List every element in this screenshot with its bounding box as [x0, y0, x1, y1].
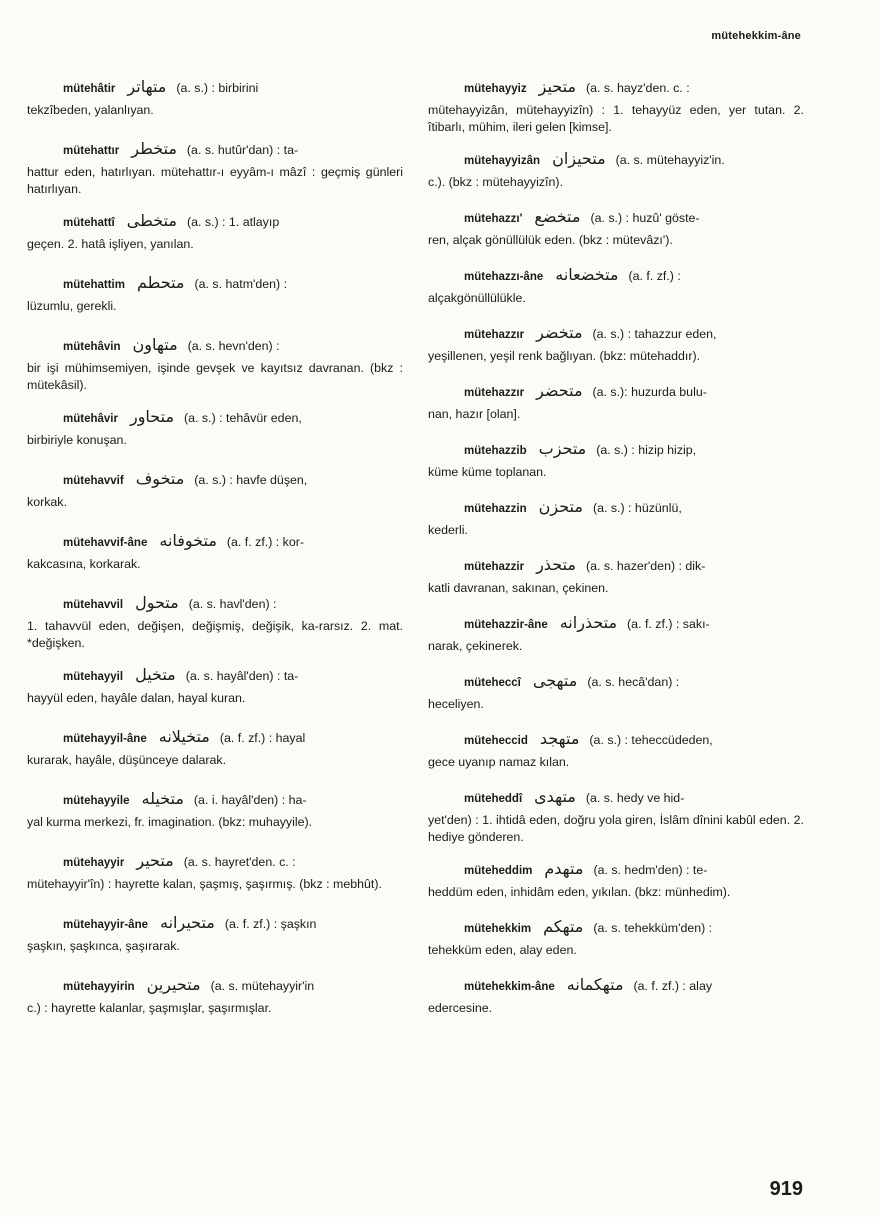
definition-text: mütehayyizân, mütehayyizîn) : 1. tehayyüz eden, yer tutan. 2. îtibarlı, mühim, ileri gelen [kimse].	[428, 103, 804, 134]
definition-text: mütehayyir'în) : hayrette kalan, şaşmış, şaşırmış. (bkz : mebhût).	[27, 877, 382, 891]
headword: mütehayyil-âne	[63, 733, 147, 745]
arabic-script: متهكمانه	[566, 975, 624, 994]
entry-headline	[428, 266, 804, 286]
entry-headline	[428, 324, 804, 344]
definition-start: (a. s.) : hizip hizip,	[596, 443, 697, 457]
arabic-script: متخيل	[135, 665, 176, 684]
headword: mütehazzir	[464, 561, 525, 573]
entry-headline	[428, 672, 804, 692]
definition-text: kakcasına, korkarak.	[27, 557, 141, 571]
dictionary-entry	[27, 852, 403, 900]
dictionary-entry	[27, 790, 403, 838]
definition-text: 1. tahavvül eden, değişen, değişmiş, değişik, ka-rarsız. 2. mat. *değişken.	[27, 619, 403, 650]
entry-headline	[428, 208, 804, 228]
entry-headline	[428, 498, 804, 518]
dictionary-entry	[428, 788, 804, 846]
entry-headline	[428, 730, 804, 750]
dictionary-entry	[27, 336, 403, 394]
dictionary-entry	[27, 594, 403, 652]
entry-headline	[27, 140, 403, 160]
definition-start: (a. s. hayret'den. c. :	[183, 855, 296, 869]
entry-headline	[428, 150, 804, 170]
definition-text: bir işi mühimsemiyen, işinde gevşek ve kayıtsız davranan. (bkz : mütekâsil).	[27, 361, 403, 392]
definition-start: (a. s. tehekküm'den) :	[593, 921, 713, 935]
definition-text: hayyül eden, hayâle dalan, hayal kuran.	[27, 691, 246, 705]
dictionary-entry	[27, 140, 403, 198]
dictionary-entry	[428, 556, 804, 600]
entry-headline	[428, 860, 804, 880]
dictionary-entry	[27, 78, 403, 126]
headword: mütehazzir-âne	[464, 619, 548, 631]
entry-headline	[27, 914, 403, 934]
definition-text: yet'den) : 1. ihtidâ eden, doğru yola giren, İslâm dînini kabûl eden. 2. hediye gönderen.	[428, 813, 804, 844]
definition-start: (a. s.) : hüzünlü,	[592, 501, 682, 515]
definition-text: tehekküm eden, alay eden.	[428, 943, 577, 957]
arabic-script: متحزن	[538, 497, 583, 516]
definition-start: (a. f. zf.) :	[628, 269, 681, 283]
headword: mütehazzır	[464, 387, 525, 399]
entry-headline	[27, 78, 403, 98]
headword: mütehattim	[63, 279, 125, 291]
headword: mütehayyil	[63, 671, 124, 683]
definition-start: (a. s. hecâ'dan) :	[587, 675, 680, 689]
arabic-script: متخطى	[126, 211, 177, 230]
entry-headline	[27, 852, 403, 872]
entry-headline	[27, 728, 403, 748]
arabic-script: متحذرانه	[559, 613, 618, 632]
headword: mütehayyizân	[464, 155, 541, 167]
definition-start: (a. f. zf.) : kor-	[226, 535, 305, 549]
page-number: 919	[769, 1178, 803, 1200]
definition-text: narak, çekinerek.	[428, 639, 523, 653]
definition-start: (a. s. mütehayyir'in	[210, 979, 315, 993]
right-column	[428, 78, 804, 1034]
headword: müteheddim	[464, 865, 533, 877]
definition-start: (a. f. zf.) : sakı-	[627, 617, 710, 631]
arabic-script: متخيله	[141, 789, 184, 808]
entry-headline	[428, 556, 804, 576]
dictionary-entry	[27, 728, 403, 776]
definition-start: (a. s.) : havfe düşen,	[194, 473, 308, 487]
headword: mütehattır	[63, 145, 120, 157]
entry-headline	[27, 336, 403, 356]
arabic-script: متحطم	[136, 273, 185, 292]
dictionary-entry	[428, 266, 804, 310]
entry-headline	[27, 532, 403, 552]
headword: mütehazzib	[464, 445, 527, 457]
definition-text: katli davranan, sakınan, çekinen.	[428, 581, 609, 595]
definition-text: nan, hazır [olan].	[428, 407, 521, 421]
definition-text: tekzîbeden, yalanlıyan.	[27, 103, 154, 117]
dictionary-entry	[27, 212, 403, 260]
headword: mütehazzı-âne	[464, 271, 544, 283]
definition-start: (a. s. hedy ve hid-	[585, 791, 685, 805]
dictionary-entry	[27, 914, 403, 962]
headword: mütehayyile	[63, 795, 130, 807]
arabic-script: متخضع	[534, 207, 581, 226]
dictionary-entry	[428, 672, 804, 716]
entry-headline	[27, 274, 403, 294]
headword: müteheccid	[464, 735, 528, 747]
definition-start: (a. s. hedm'den) : te-	[593, 863, 708, 877]
arabic-script: متهاتر	[127, 77, 167, 96]
definition-text: ren, alçak gönüllülük eden. (bkz : mütevâzı').	[428, 233, 673, 247]
definition-text: hattur eden, hatırlıyan. mütehattır-ı eyyâm-ı mâzî : geçmiş günleri hatırlıyan.	[27, 165, 403, 196]
arabic-script: متخيلانه	[158, 727, 210, 746]
headword: mütehâvir	[63, 413, 118, 425]
dictionary-entry	[428, 208, 804, 252]
headword: mütehazzır	[464, 329, 525, 341]
definition-text: yeşillenen, yeşil renk bağlıyan. (bkz: mütehaddır).	[428, 349, 701, 363]
arabic-script: متخوفانه	[159, 531, 217, 550]
dictionary-entry	[27, 470, 403, 518]
definition-text: korkak.	[27, 495, 67, 509]
dictionary-entry	[27, 976, 403, 1024]
dictionary-entry	[428, 860, 804, 904]
definition-text: küme küme toplanan.	[428, 465, 547, 479]
headword: mütehazzı'	[464, 213, 523, 225]
definition-start: (a. i. hayâl'den) : ha-	[193, 793, 307, 807]
entry-headline	[428, 78, 804, 98]
definition-text: c.) : hayrette kalanlar, şaşmışlar, şaşırmışlar.	[27, 1001, 272, 1015]
definition-start: (a. s. hayz'den. c. :	[586, 81, 690, 95]
entry-headline	[428, 788, 804, 808]
definition-start: (a. s. hevn'den) :	[187, 339, 280, 353]
definition-start: (a. s.) : teheccüdeden,	[589, 733, 713, 747]
entry-headline	[27, 212, 403, 232]
arabic-script: متحير	[136, 851, 174, 870]
headword: mütehâtir	[63, 83, 116, 95]
dictionary-entry	[428, 324, 804, 368]
headword: mütehâvin	[63, 341, 121, 353]
headword: mütehavvif-âne	[63, 537, 148, 549]
definition-text: kurarak, hayâle, düşünceye dalarak.	[27, 753, 227, 767]
left-column	[27, 78, 403, 1038]
arabic-script: متهجى	[532, 671, 578, 690]
running-head: mütehekkim-âne	[711, 30, 801, 42]
entry-headline	[27, 666, 403, 686]
arabic-script: متخضعانه	[555, 265, 619, 284]
arabic-script: متحزب	[538, 439, 587, 458]
arabic-script: متحيرين	[146, 975, 201, 994]
entry-headline	[428, 918, 804, 938]
arabic-script: متحيرانه	[160, 913, 215, 932]
dictionary-entry	[428, 976, 804, 1020]
dictionary-entry	[27, 532, 403, 580]
entry-headline	[27, 790, 403, 810]
definition-start: (a. s.) : tahazzur eden,	[592, 327, 717, 341]
dictionary-entry	[428, 78, 804, 136]
arabic-script: متهجد	[539, 729, 580, 748]
dictionary-entry	[428, 440, 804, 484]
headword: müteheccî	[464, 677, 521, 689]
dictionary-entry	[428, 150, 804, 194]
arabic-script: متهكم	[543, 917, 584, 936]
definition-start: (a. s. hatm'den) :	[194, 277, 288, 291]
entry-headline	[27, 470, 403, 490]
definition-text: birbiriyle konuşan.	[27, 433, 127, 447]
dictionary-entry	[27, 408, 403, 456]
arabic-script: متحضر	[536, 381, 583, 400]
definition-start: (a. s.) : huzû' göste-	[590, 211, 700, 225]
definition-text: geçen. 2. hatâ işliyen, yanılan.	[27, 237, 194, 251]
definition-start: (a. s. hutûr'dan) : ta-	[186, 143, 299, 157]
definition-start: (a. f. zf.) : alay	[633, 979, 713, 993]
dictionary-entry	[428, 382, 804, 426]
headword: mütehattî	[63, 217, 115, 229]
entry-headline	[428, 382, 804, 402]
headword: mütehayyir-âne	[63, 919, 149, 931]
definition-text: alçakgönüllülükle.	[428, 291, 526, 305]
definition-text: heceliyen.	[428, 697, 484, 711]
arabic-script: متحذر	[536, 555, 576, 574]
definition-text: edercesine.	[428, 1001, 493, 1015]
definition-start: (a. s. mütehayyiz'in.	[615, 153, 725, 167]
definition-start: (a. s.) : 1. atlayıp	[186, 215, 280, 229]
arabic-script: متهاون	[132, 335, 178, 354]
headword: mütehayyirin	[63, 981, 135, 993]
entry-headline	[428, 440, 804, 460]
headword: mütehavvif	[63, 475, 124, 487]
definition-text: heddüm eden, inhidâm eden, yıkılan. (bkz: münhedim).	[428, 885, 731, 899]
definition-text: c.). (bkz : mütehayyizîn).	[428, 175, 563, 189]
headword: mütehazzin	[464, 503, 527, 515]
arabic-script: متخضر	[536, 323, 583, 342]
entry-headline	[27, 594, 403, 614]
definition-start: (a. s. hazer'den) : dik-	[585, 559, 706, 573]
entry-headline	[428, 976, 804, 996]
dictionary-entry	[428, 614, 804, 658]
definition-start: (a. s.): huzurda bulu-	[592, 385, 707, 399]
definition-start: (a. f. zf.) : hayal	[219, 731, 306, 745]
dictionary-entry	[428, 918, 804, 962]
entry-headline	[27, 408, 403, 428]
headword: mütehekkim	[464, 923, 532, 935]
headword: mütehayyir	[63, 857, 125, 869]
definition-text: gece uyanıp namaz kılan.	[428, 755, 570, 769]
arabic-script: متخوف	[135, 469, 185, 488]
definition-text: şaşkın, şaşkınca, şaşırarak.	[27, 939, 180, 953]
dictionary-entry	[428, 730, 804, 774]
headword: mütehekkim-âne	[464, 981, 555, 993]
arabic-script: متخطر	[131, 139, 177, 158]
headword: mütehayyiz	[464, 83, 527, 95]
entry-headline	[27, 976, 403, 996]
arabic-script: متهدم	[544, 859, 584, 878]
definition-start: (a. s. havl'den) :	[188, 597, 277, 611]
arabic-script: متهدى	[534, 787, 576, 806]
arabic-script: متحيز	[538, 77, 577, 96]
headword: müteheddî	[464, 793, 523, 805]
definition-start: (a. s.) : birbirini	[176, 81, 259, 95]
entry-headline	[428, 614, 804, 634]
dictionary-entry	[27, 666, 403, 714]
dictionary-entry	[428, 498, 804, 542]
definition-start: (a. s.) : tehâvür eden,	[184, 411, 302, 425]
definition-text: yal kurma merkezi, fr. imagination. (bkz: muhayyile).	[27, 815, 313, 829]
headword: mütehavvil	[63, 599, 124, 611]
arabic-script: متحول	[135, 593, 179, 612]
definition-text: kederli.	[428, 523, 468, 537]
definition-text: lüzumlu, gerekli.	[27, 299, 117, 313]
arabic-script: متحاور	[129, 407, 175, 426]
dictionary-entry	[27, 274, 403, 322]
definition-start: (a. s. hayâl'den) : ta-	[185, 669, 299, 683]
definition-start: (a. f. zf.) : şaşkın	[224, 917, 317, 931]
arabic-script: متحيزان	[552, 149, 606, 168]
